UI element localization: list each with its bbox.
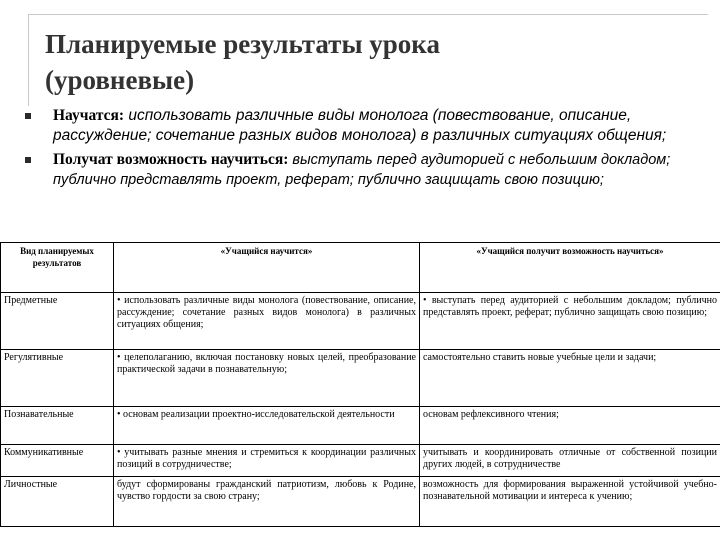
square-bullet-icon [25,157,31,163]
results-table [0,242,720,527]
cell-opportunity: • выступать перед аудиторией с небольшим докладом; публично представлять проект, реферат; публично защищать свою позицию; [420,293,720,350]
cell-will-learn: • использовать различные виды монолога (повествование, описание, рассуждение; сочетание разных видов монолога) в различных ситуациях общения; [114,293,420,350]
title-top-rule [28,14,708,15]
cell-result-type: Познавательные [1,407,114,445]
table-row [1,477,720,527]
title-left-rule [28,14,29,106]
cell-result-type: Коммуникативные [1,445,114,477]
bullet-text: выступать перед аудиторией с небольшим докладом; публично представлять проект, реферат; публично защищать свою позицию; [53,152,671,188]
table-row [1,445,720,477]
cell-result-type: Предметные [1,293,114,350]
bullet-text: использовать различные виды монолога (повествование, описание, рассуждение; сочетание разных видов монолога) в различных ситуациях общения; [53,107,667,144]
bullet-item-learn [22,106,712,146]
table-row [1,407,720,445]
square-bullet-icon [25,113,31,119]
bullet-lead: Получат возможность научиться: [53,151,289,168]
table-row [1,350,720,407]
table-header-row [1,243,720,293]
slide-title [45,26,685,98]
header-opportunity: «Учащийся получит возможность научиться» [420,243,720,293]
bullet-lead: Научатся: [53,107,125,124]
cell-opportunity: самостоятельно ставить новые учебные цели и задачи; [420,350,720,407]
table-row [1,293,720,350]
cell-result-type: Личностные [1,477,114,527]
cell-opportunity: возможность для формирования выраженной устойчивой учебно-познавательной мотивации и интереса к учению; [420,477,720,527]
header-result-type: Вид планируемых результатов [1,243,114,293]
header-will-learn: «Учащийся научится» [114,243,420,293]
slide-title-line-1: Планируемые результаты урока [45,29,440,59]
slide-title-line-2: (уровневые) [45,65,195,95]
cell-will-learn: • основам реализации проектно-исследовательской деятельности [114,407,420,445]
cell-will-learn: будут сформированы гражданский патриотизм, любовь к Родине, чувство гордости за свою страну; [114,477,420,527]
cell-opportunity: основам рефлексивного чтения; [420,407,720,445]
bullet-item-opportunity [22,150,712,190]
bullet-list [22,106,712,194]
cell-will-learn: • целеполаганию, включая постановку новых целей, преобразование практической задачи в познавательную; [114,350,420,407]
cell-opportunity: учитывать и координировать отличные от собственной позиции других людей, в сотрудничестве [420,445,720,477]
cell-will-learn: • учитывать разные мнения и стремиться к координации различных позиций в сотрудничестве; [114,445,420,477]
cell-result-type: Регулятивные [1,350,114,407]
